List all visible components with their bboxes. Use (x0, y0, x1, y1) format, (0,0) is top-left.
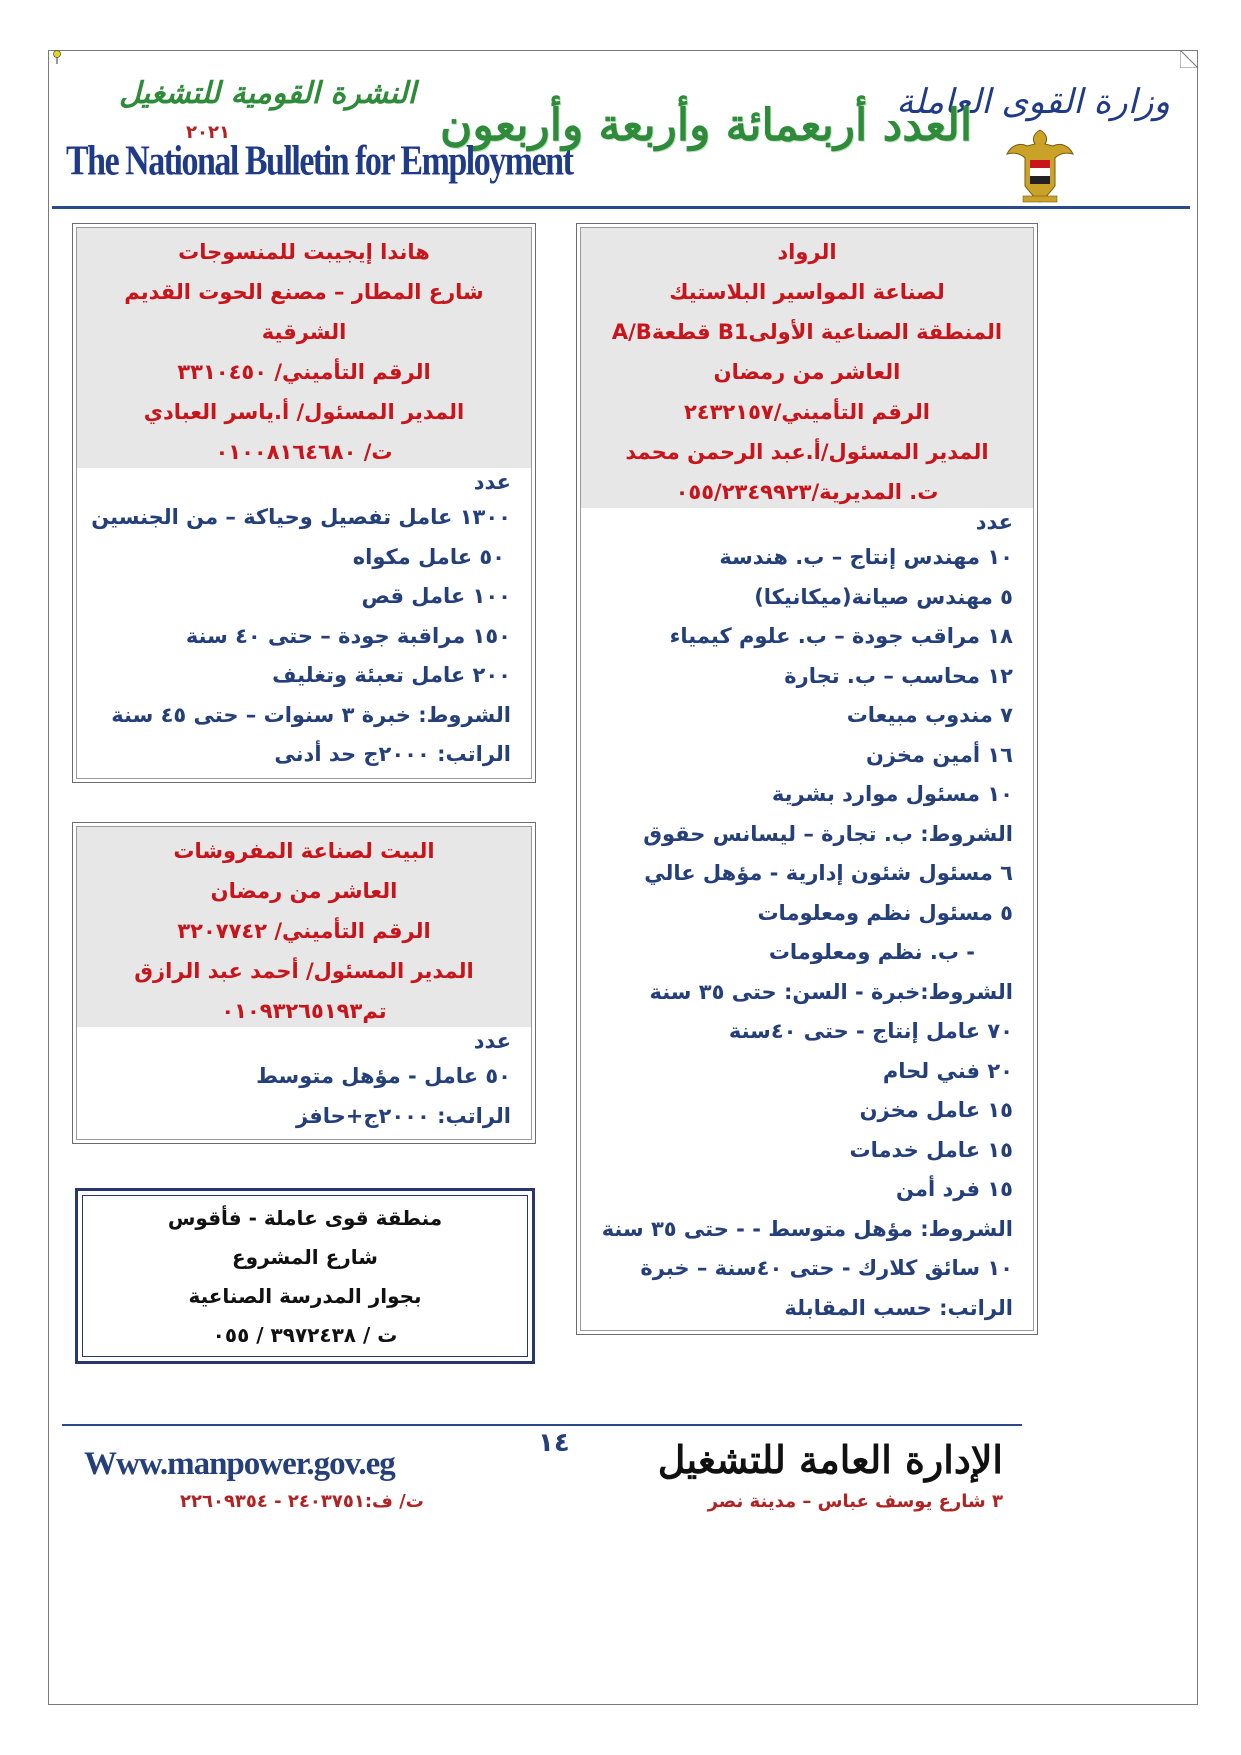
job-line: ١٦ أمين مخزن (865, 742, 1013, 767)
company-bayt-card (72, 822, 536, 1144)
bulletin-title-english: The National Bulletin for Employment (66, 138, 573, 185)
job-line: ١٥ عامل مخزن (859, 1098, 1013, 1122)
job-line: ١٢ محاسب – ب. تجارة (784, 663, 1013, 688)
company-bayt-title-line: البيت لصناعة المفروشات (173, 839, 435, 863)
company-rowad-title-line: ت. المديرية/٠٥٥/٢٣٤٩٩٢٣ (675, 480, 939, 504)
company-handa-title-line: الشرقية (261, 320, 347, 344)
company-handa-title-line: ت/ ٠١٠٠٨١٦٤٦٨٠ (215, 440, 393, 464)
company-bayt-header (77, 827, 531, 1027)
department-name: الإدارة العامة للتشغيل (657, 1437, 1003, 1482)
region-line: ت / ٣٩٧٢٤٣٨ / ٠٥٥ (212, 1323, 398, 1347)
company-bayt-title-line: الرقم التأميني/ ٣٢٠٧٧٤٢ (177, 919, 431, 943)
pin-icon (52, 50, 62, 64)
bulletin-logo (66, 72, 573, 202)
job-line: ١٥٠ مراقبة جودة – حتى ٤٠ سنة (185, 623, 511, 648)
job-line: ١٥ عامل خدمات (849, 1137, 1013, 1162)
issue-title: العدد أربعمائة وأربعة وأربعون (440, 100, 973, 151)
job-line: ٢٠ فني لحام (882, 1058, 1013, 1083)
company-rowad-title-line: المنطقة الصناعية الأولىB1 قطعةA/B (611, 320, 1003, 344)
count-label: عدد (473, 1029, 511, 1053)
company-handa-title-line: هاندا إيجيبت للمنسوجات (178, 240, 430, 264)
job-line: الشروط:خبرة - السن: حتى ٣٥ سنة (649, 979, 1013, 1004)
website-link[interactable]: Www.manpower.gov.eg (84, 1446, 395, 1482)
company-handa-title-line: الرقم التأميني/ ٣٣١٠٤٥٠ (177, 360, 431, 384)
company-bayt-title-line: تم٠١٠٩٣٢٦٥١٩٣ (221, 999, 387, 1023)
eagle-emblem-icon (1005, 126, 1075, 206)
company-handa-header (77, 228, 531, 468)
company-handa-jobs (77, 466, 531, 775)
footer-rule (62, 1424, 1022, 1426)
count-label: عدد (975, 510, 1013, 534)
job-line: ١٠ سائق كلارك - حتى ٤٠سنة – خبرة (640, 1256, 1013, 1280)
bulletin-title-arabic: النشرة القومية للتشغيل (119, 76, 416, 111)
job-line: الشروط: مؤهل متوسط - - حتى ٣٥ سنة (601, 1216, 1013, 1241)
job-line: الشروط: ب. تجارة – ليسانس حقوق (643, 821, 1013, 846)
job-line: الراتب: ٢٠٠٠ج حد أدنى (274, 742, 511, 766)
job-line: ٥٠ عامل مكواه (352, 544, 505, 569)
company-rowad-title-line: الرواد (777, 240, 837, 264)
region-line: شارع المشروع (232, 1245, 378, 1269)
company-rowad-title-line: لصناعة المواسير البلاستيك (669, 280, 945, 304)
header-rule (52, 206, 1190, 209)
job-line: ٥٠ عامل - مؤهل متوسط (256, 1064, 511, 1088)
company-rowad-card (576, 223, 1038, 1335)
page-fold-icon (1180, 50, 1198, 68)
footer-phones: ت/ ف:٢٤٠٣٧٥١ - ٢٢٦٠٩٣٥٤ (180, 1491, 424, 1512)
job-line: ١٥ فرد أمن (896, 1177, 1013, 1201)
bulletin-year: ٢٠٢١ (186, 122, 230, 143)
job-line: ٥ مسئول نظم ومعلومات (757, 900, 1013, 925)
company-rowad-header (581, 228, 1033, 508)
job-line: الراتب: ٢٠٠٠ج+حافز (295, 1103, 511, 1128)
job-line: ٥ مهندس صيانة(ميكانيكا) (754, 584, 1013, 609)
job-line: ٢٠٠ عامل تعبئة وتغليف (272, 663, 511, 687)
company-bayt-title-line: العاشر من رمضان (210, 879, 398, 903)
job-line: - ب. نظم ومعلومات (768, 940, 975, 964)
job-line: ١٣٠٠ عامل تفصيل وحياكة – من الجنسين (91, 505, 511, 529)
job-line: الشروط: خبرة ٣ سنوات – حتى ٤٥ سنة (111, 702, 511, 727)
job-line: الراتب: حسب المقابلة (784, 1295, 1013, 1320)
company-rowad-title-line: المدير المسئول/أ.عبد الرحمن محمد (625, 440, 989, 464)
job-line: ١٨ مراقب جودة – ب. علوم كيمياء (669, 624, 1013, 648)
company-rowad-jobs (581, 506, 1033, 1328)
company-handa-title-line: شارع المطار – مصنع الحوت القديم (124, 280, 484, 304)
ministry-title: وزارة القوى العاملة (896, 82, 1170, 122)
region-office-box (75, 1188, 535, 1364)
company-rowad-title-line: الرقم التأميني/٢٤٣٢١٥٧ (683, 400, 930, 424)
job-line: ٧٠ عامل إنتاج - حتى ٤٠سنة (728, 1019, 1013, 1043)
company-bayt-title-line: المدير المسئول/ أحمد عبد الرازق (134, 959, 474, 983)
company-handa-card (72, 223, 536, 783)
job-line: ١٠٠ عامل قص (361, 584, 511, 608)
region-line: منطقة قوى عاملة - فأقوس (167, 1206, 443, 1230)
company-rowad-title-line: العاشر من رمضان (713, 360, 901, 384)
footer-address: ٣ شارع يوسف عباس – مدينة نصر (707, 1491, 1003, 1512)
count-label: عدد (473, 470, 511, 494)
page-number: ١٤ (538, 1428, 570, 1458)
company-bayt-jobs (77, 1025, 531, 1136)
company-handa-title-line: المدير المسئول/ أ.ياسر العبادي (143, 400, 465, 424)
job-line: ١٠ مسئول موارد بشرية (771, 782, 1013, 806)
region-line: بجوار المدرسة الصناعية (188, 1284, 422, 1308)
job-line: ٦ مسئول شئون إدارية - مؤهل عالي (644, 861, 1013, 885)
job-line: ١٠ مهندس إنتاج – ب. هندسة (719, 545, 1013, 569)
job-line: ٧ مندوب مبيعات (846, 703, 1013, 727)
